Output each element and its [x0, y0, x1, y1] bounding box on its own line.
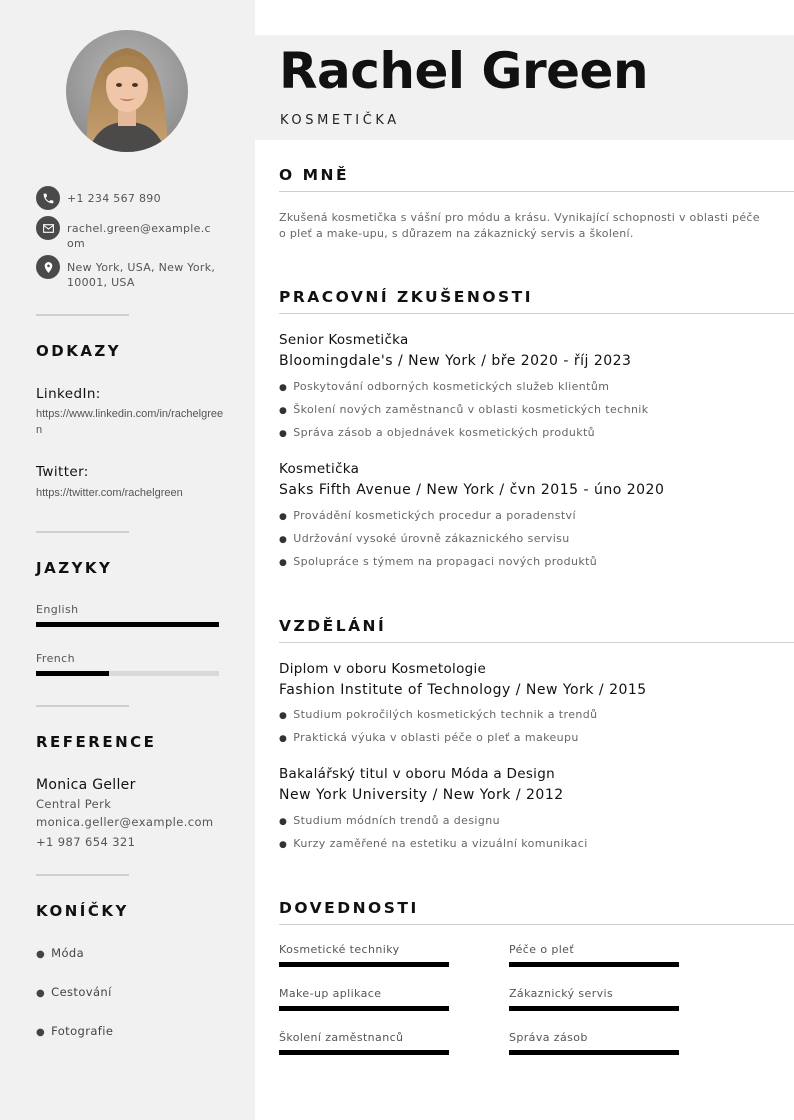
skill-level-fill — [509, 1006, 679, 1011]
candidate-title: KOSMETIČKA — [280, 113, 400, 128]
skill-level-fill — [509, 1050, 679, 1055]
divider — [36, 874, 129, 876]
contact-email — [36, 216, 217, 251]
skill-level-fill — [279, 962, 449, 967]
education-bullet: ● Praktická výuka v oblasti péče o pleť a makeupu — [279, 731, 579, 744]
job-role: Senior Kosmetička — [279, 332, 409, 348]
skills-heading: DOVEDNOSTI — [279, 899, 419, 917]
education-bullet: ● Kurzy zaměřené na estetiku a vizuální komunikaci — [279, 837, 588, 850]
job-bullet: ● Poskytování odborných kosmetických služeb klientům — [279, 380, 610, 393]
section-rule — [279, 191, 794, 192]
hobby-label: Fotografie — [51, 1024, 114, 1038]
linkedin-label: LinkedIn: — [36, 386, 101, 402]
email-text[interactable]: rachel.green@example.com — [67, 222, 211, 250]
education-bullet: ● Studium módních trendů a designu — [279, 814, 501, 827]
education-heading: VZDĚLÁNÍ — [279, 617, 387, 635]
skill-level-bar — [509, 1050, 679, 1055]
language-level-fill — [36, 671, 109, 676]
divider — [36, 314, 129, 316]
reference-heading: REFERENCE — [36, 733, 157, 751]
profile-photo — [66, 30, 188, 152]
about-heading: O MNĚ — [279, 166, 350, 184]
language-name: English — [36, 603, 79, 616]
degree-name: Diplom v oboru Kosmetologie — [279, 661, 487, 677]
skill-level-bar — [279, 1006, 449, 1011]
twitter-link[interactable]: https://twitter.com/rachelgreen — [36, 487, 183, 499]
hobby-item: ● Fotografie — [36, 1024, 114, 1038]
job-bullet: ● Udržování vysoké úrovně zákaznického servisu — [279, 532, 570, 545]
skill-level-bar — [509, 962, 679, 967]
email-icon — [36, 216, 60, 240]
about-text: Zkušená kosmetička s vášní pro módu a krásu. Vynikající schopnosti v oblasti péče o pleť a make-upu, s důrazem na zákaznický servis a školení. — [279, 211, 760, 240]
skill-level-fill — [279, 1006, 449, 1011]
skill-name: Zákaznický servis — [509, 987, 614, 1000]
section-rule — [279, 924, 794, 925]
skill-name: Školení zaměstnanců — [279, 1031, 404, 1044]
language-level-bar — [36, 622, 219, 627]
job-bullet: ● Školení nových zaměstnanců v oblasti kosmetických technik — [279, 403, 649, 416]
twitter-label: Twitter: — [36, 464, 89, 480]
school-name: New York University / New York / 2012 — [279, 787, 564, 803]
phone-text: +1 234 567 890 — [67, 192, 161, 205]
skill-level-bar — [279, 962, 449, 967]
job-org: Bloomingdale's / New York / bře 2020 - říj 2023 — [279, 353, 632, 369]
reference-name: Monica Geller — [36, 777, 136, 793]
contact-address — [36, 255, 217, 290]
skill-level-fill — [509, 962, 679, 967]
job-bullet: ● Provádění kosmetických procedur a poradenství — [279, 509, 576, 522]
contact-phone — [36, 186, 217, 210]
experience-heading: PRACOVNÍ ZKUŠENOSTI — [279, 288, 534, 306]
language-level-fill — [36, 622, 219, 627]
job-org: Saks Fifth Avenue / New York / čvn 2015 - úno 2020 — [279, 482, 665, 498]
candidate-name: Rachel Green — [279, 42, 649, 100]
school-name: Fashion Institute of Technology / New York / 2015 — [279, 682, 647, 698]
skill-level-bar — [509, 1006, 679, 1011]
education-bullet: ● Studium pokročilých kosmetických technik a trendů — [279, 708, 598, 721]
skill-name: Péče o pleť — [509, 943, 575, 956]
links-heading: ODKAZY — [36, 342, 122, 360]
hobby-item: ● Móda — [36, 946, 85, 960]
section-rule — [279, 313, 794, 314]
language-name: French — [36, 652, 75, 665]
reference-company: Central Perk — [36, 797, 112, 811]
linkedin-link[interactable]: https://www.linkedin.com/in/rachelgreen — [36, 408, 224, 436]
section-rule — [279, 642, 794, 643]
languages-heading: JAZYKY — [36, 559, 113, 577]
reference-email[interactable]: monica.geller@example.com — [36, 815, 214, 829]
reference-phone: +1 987 654 321 — [36, 835, 136, 849]
job-bullet: ● Spolupráce s týmem na propagaci nových produktů — [279, 555, 598, 568]
degree-name: Bakalářský titul v oboru Móda a Design — [279, 766, 555, 782]
hobbies-heading: KONÍČKY — [36, 902, 129, 920]
skill-level-fill — [279, 1050, 449, 1055]
hobby-label: Cestování — [51, 985, 112, 999]
divider — [36, 531, 129, 533]
phone-icon — [36, 186, 60, 210]
skill-level-bar — [279, 1050, 449, 1055]
hobby-item: ● Cestování — [36, 985, 112, 999]
skill-name: Správa zásob — [509, 1031, 588, 1044]
skill-name: Kosmetické techniky — [279, 943, 400, 956]
skill-name: Make-up aplikace — [279, 987, 382, 1000]
hobby-label: Móda — [51, 946, 85, 960]
job-role: Kosmetička — [279, 461, 360, 477]
language-level-bar — [36, 671, 219, 676]
divider — [36, 705, 129, 707]
job-bullet: ● Správa zásob a objednávek kosmetických produktů — [279, 426, 596, 439]
address-text: New York, USA, New York, 10001, USA — [67, 261, 216, 289]
location-pin-icon — [36, 255, 60, 279]
